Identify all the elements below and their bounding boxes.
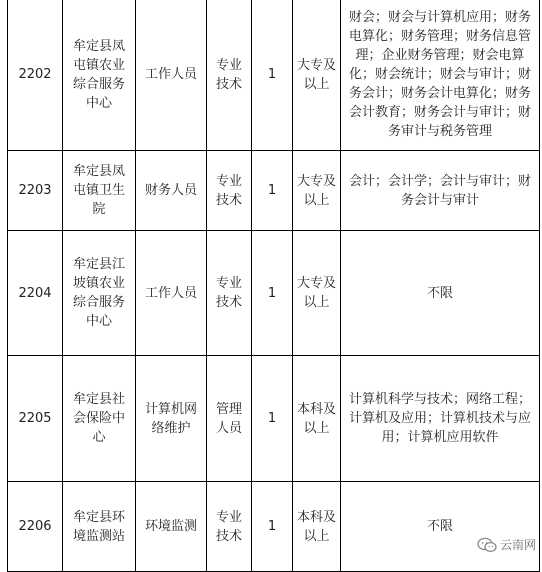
education-requirement: 本科及以上 (293, 356, 341, 482)
position-name: 工作人员 (136, 0, 207, 151)
major-requirements: 不限 (341, 231, 540, 356)
position-category: 专业技术 (207, 0, 252, 151)
table-row (8, 151, 540, 231)
position-category: 专业技术 (207, 151, 252, 231)
table-row (8, 0, 540, 151)
hiring-count: 1 (252, 151, 293, 231)
position-category: 专业技术 (207, 482, 252, 572)
hiring-count: 1 (252, 482, 293, 572)
major-requirements: 财会；财会与计算机应用；财务电算化；财务管理；财务信息管理；企业财务管理；财会电算化；财会统计；财会与审计；财务会计；财务会计电算化；财务会计教育；财务会计与审计；财务审计与税务管理 (341, 0, 540, 151)
position-code: 2205 (8, 356, 63, 482)
major-requirements: 计算机科学与技术；网络工程；计算机及应用；计算机技术与应用；计算机应用软件 (341, 356, 540, 482)
major-requirements: 会计；会计学；会计与审计；财务会计与审计 (341, 151, 540, 231)
employer-unit: 牟定县凤屯镇卫生院 (63, 151, 136, 231)
position-category: 管理人员 (207, 356, 252, 482)
table-row (8, 356, 540, 482)
position-name: 工作人员 (136, 231, 207, 356)
position-code: 2203 (8, 151, 63, 231)
education-requirement: 本科及以上 (293, 482, 341, 572)
table-row (8, 231, 540, 356)
employer-unit: 牟定县凤屯镇农业综合服务中心 (63, 0, 136, 151)
position-code: 2206 (8, 482, 63, 572)
position-code: 2202 (8, 0, 63, 151)
position-name: 环境监测 (136, 482, 207, 572)
wechat-icon (477, 537, 497, 553)
employer-unit: 牟定县社会保险中心 (63, 356, 136, 482)
hiring-count: 1 (252, 231, 293, 356)
hiring-count: 1 (252, 0, 293, 151)
employer-unit: 牟定县江坡镇农业综合服务中心 (63, 231, 136, 356)
watermark-text: 云南网 (499, 538, 536, 552)
position-category: 专业技术 (207, 231, 252, 356)
education-requirement: 大专及以上 (293, 0, 341, 151)
position-code: 2204 (8, 231, 63, 356)
table-row (8, 482, 540, 572)
employer-unit: 牟定县环境监测站 (63, 482, 136, 572)
position-name: 财务人员 (136, 151, 207, 231)
major-requirements: 不限 (341, 482, 540, 572)
education-requirement: 大专及以上 (293, 151, 341, 231)
hiring-count: 1 (252, 356, 293, 482)
position-name: 计算机网络维护 (136, 356, 207, 482)
job-table (7, 0, 540, 572)
source-watermark (477, 536, 536, 553)
education-requirement: 大专及以上 (293, 231, 341, 356)
